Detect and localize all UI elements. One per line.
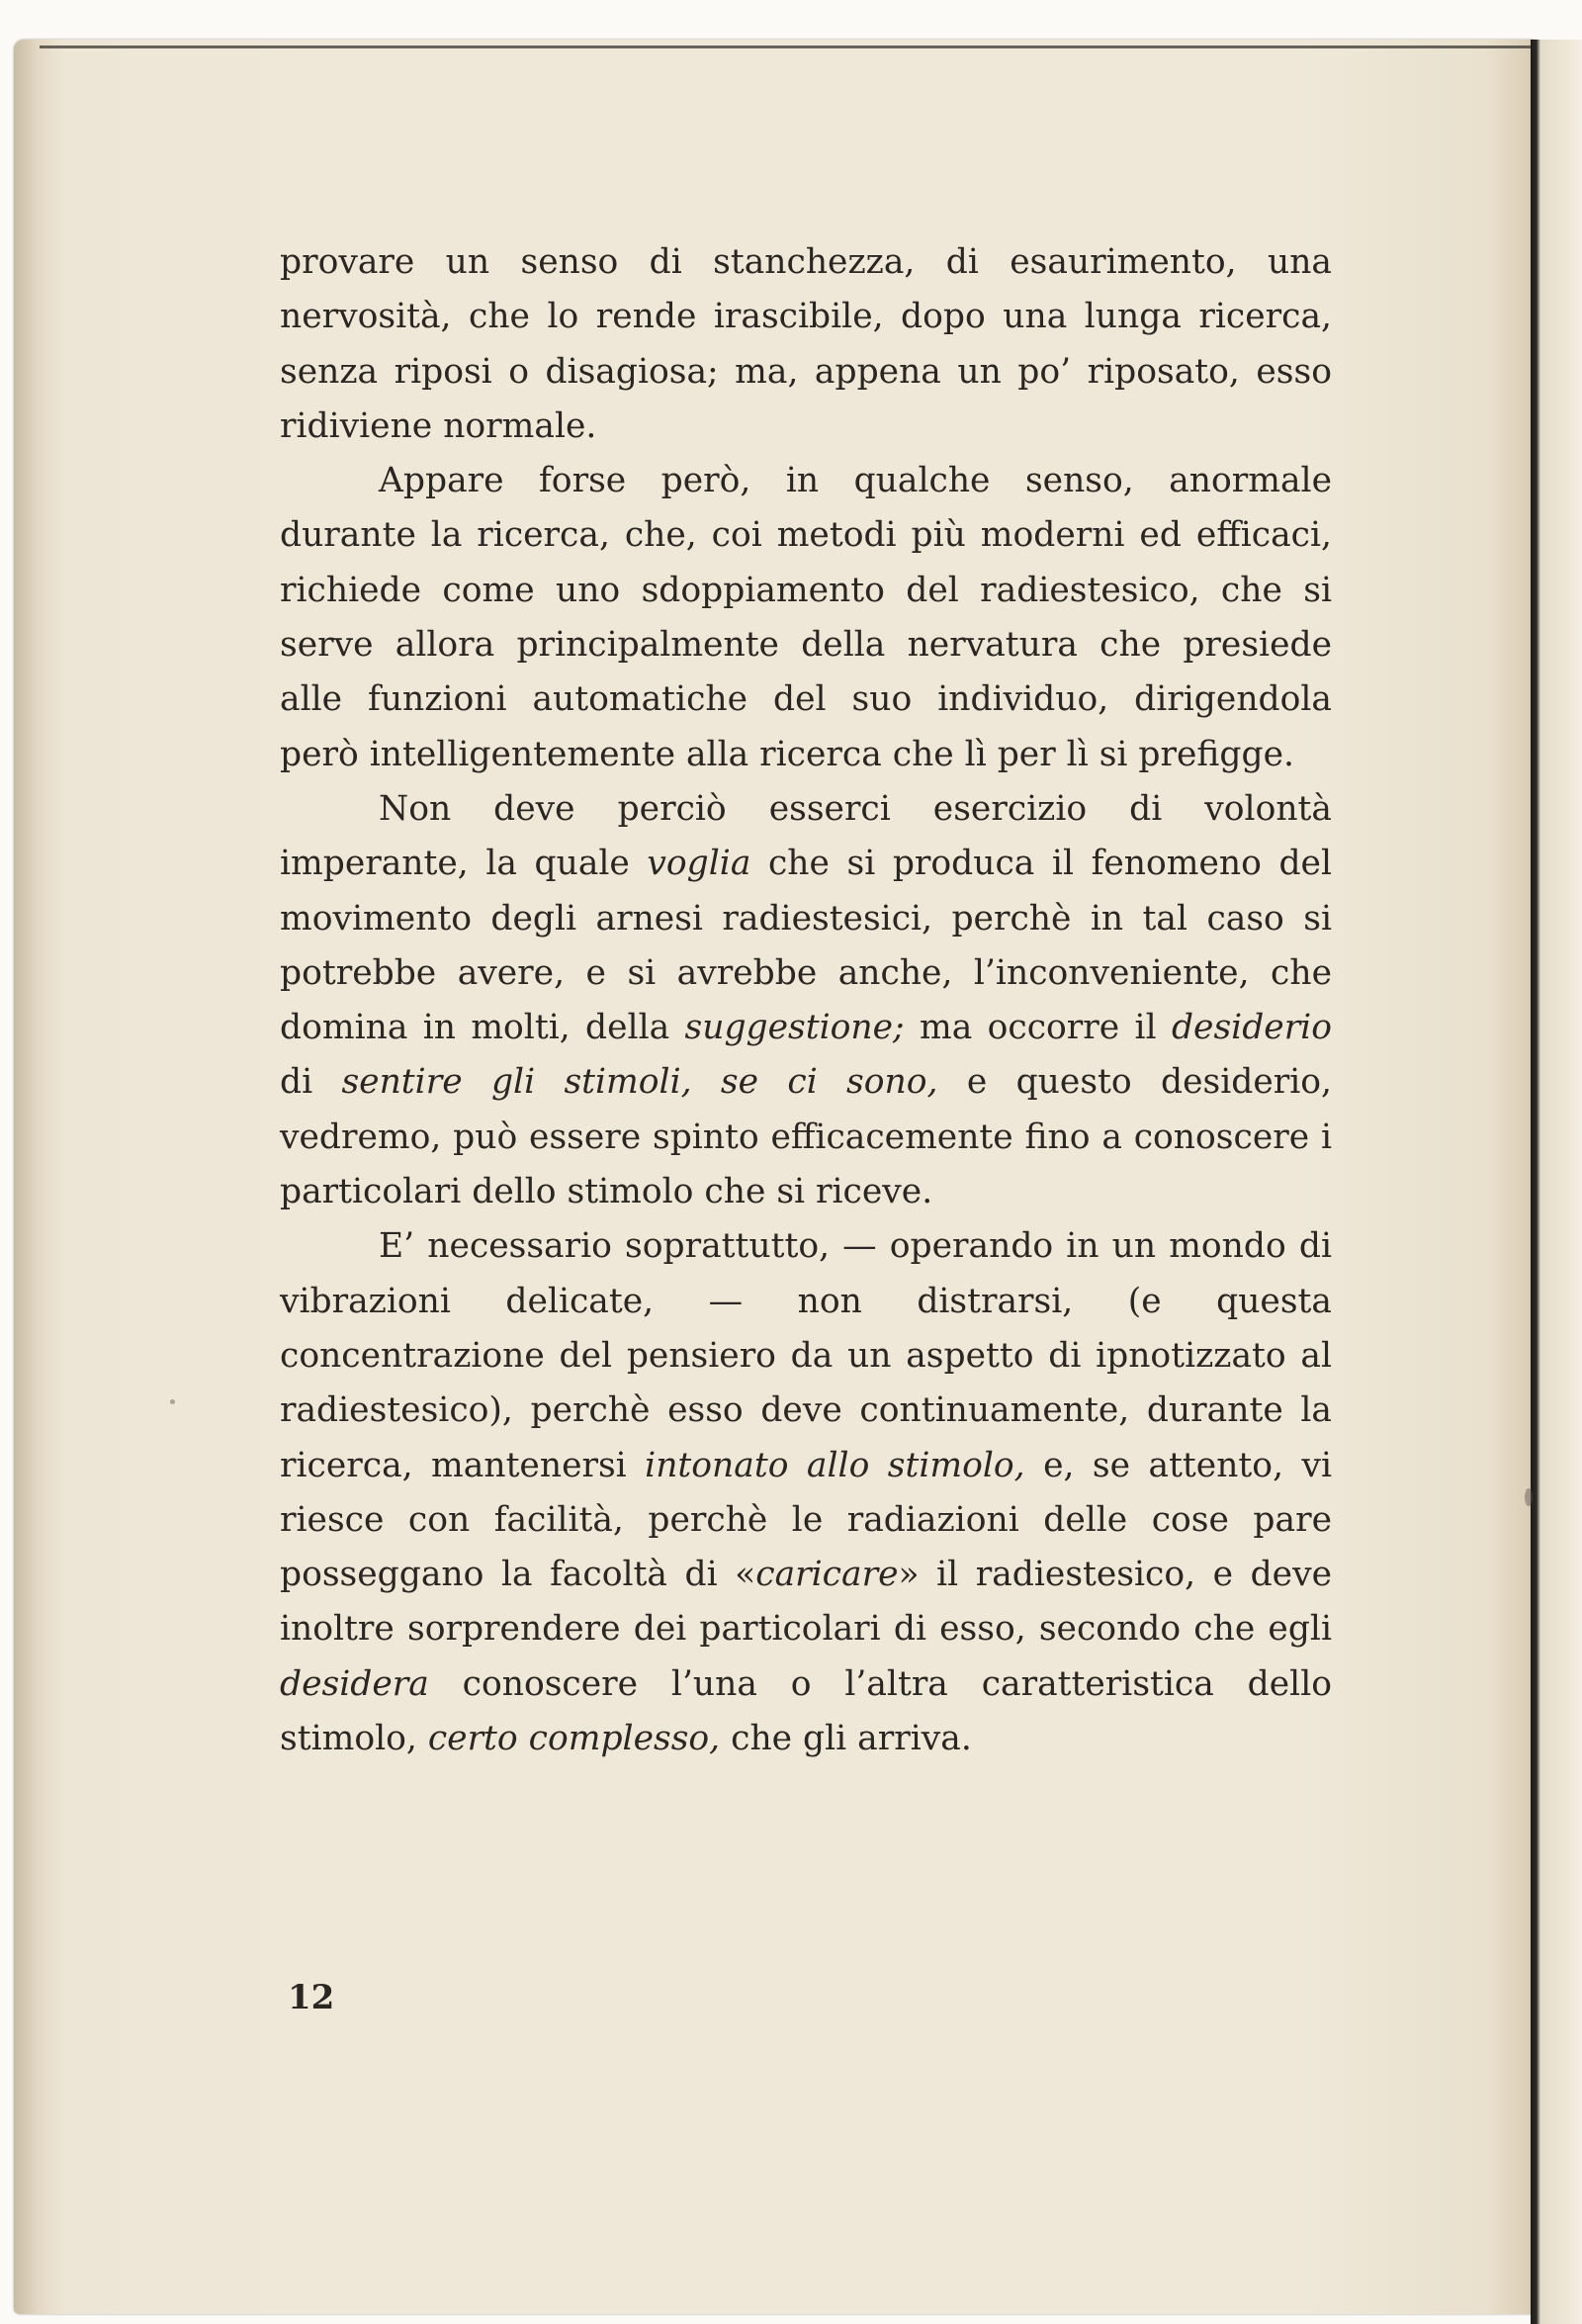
paragraph xyxy=(280,235,1332,454)
text-run: e, se attento, vi riesce con facilità, perchè le radiazioni delle cose pare posseggano la facoltà di « xyxy=(280,1445,1333,1595)
page-number: 12 xyxy=(288,1978,335,2017)
text-run: ma occorre il xyxy=(904,1008,1172,1048)
top-binding-edge xyxy=(40,45,1562,48)
paragraph xyxy=(280,782,1332,1219)
speck xyxy=(1525,1488,1533,1506)
italic-run: intonato allo stimolo, xyxy=(645,1445,1025,1485)
paragraph xyxy=(280,454,1332,782)
paragraph xyxy=(280,1219,1332,1766)
text-run: che gli arriva. xyxy=(720,1719,972,1759)
text-run: e questo desiderio, vedremo, può essere spinto efficacemente fino a conoscere i particolari dello stimolo che si riceve. xyxy=(280,1062,1332,1212)
text-run: » il radiestesico, e deve inoltre sorprendere dei particolari di esso, secondo che egli xyxy=(280,1555,1332,1650)
text-run: Appare forse però, in qualche senso, anormale durante la ricerca, che, coi metodi più moderni ed efficaci, richiede come uno sdoppiamento del radiestesico, che si serve allora principalmente della nervatura che presiede alle funzioni automatiche del suo individuo, dirigendola però intelligentemente alla ricerca che lì per lì si prefigge. xyxy=(280,461,1332,774)
italic-run: certo complesso, xyxy=(427,1719,721,1759)
italic-run: desiderio xyxy=(1171,1008,1332,1048)
text-run: conoscere l’una o l’altra caratteristica dello stimolo, xyxy=(280,1663,1332,1759)
text-run: provare un senso di stanchezza, di esaurimento, una nervosità, che lo rende irascibile, dopo una lunga ricerca, senza riposi o disagiosa; ma, appena un po’ riposato, esso ridiviene normale. xyxy=(280,242,1332,446)
text-run: Non deve perciò esserci esercizio di volontà imperante, la quale xyxy=(280,788,1332,884)
italic-run: sentire gli stimoli, se ci sono, xyxy=(341,1062,938,1103)
page-text xyxy=(280,235,1332,1766)
italic-run: suggestione; xyxy=(684,1008,905,1048)
italic-run: caricare xyxy=(755,1555,899,1595)
text-run: E’ necessario soprattutto, — operando in un mondo di vibrazioni delicate, — non distrarsi, (e questa concentrazione del pensiero da un aspetto di ipnotizzato al radiestesico), perchè esso deve continuamente, durante la ricerca, mantenersi xyxy=(280,1226,1332,1485)
speck xyxy=(170,1399,175,1404)
text-run: che si produca il fenomeno del movimento degli arnesi radiestesici, perchè in tal caso si potrebbe avere, e si avrebbe anche, l’inconveniente, che domina in molti, della xyxy=(280,844,1332,1048)
next-page-edge xyxy=(1531,40,1582,2324)
italic-run: desidera xyxy=(280,1663,429,1704)
italic-run: voglia xyxy=(647,844,751,884)
text-run: di xyxy=(280,1062,342,1103)
